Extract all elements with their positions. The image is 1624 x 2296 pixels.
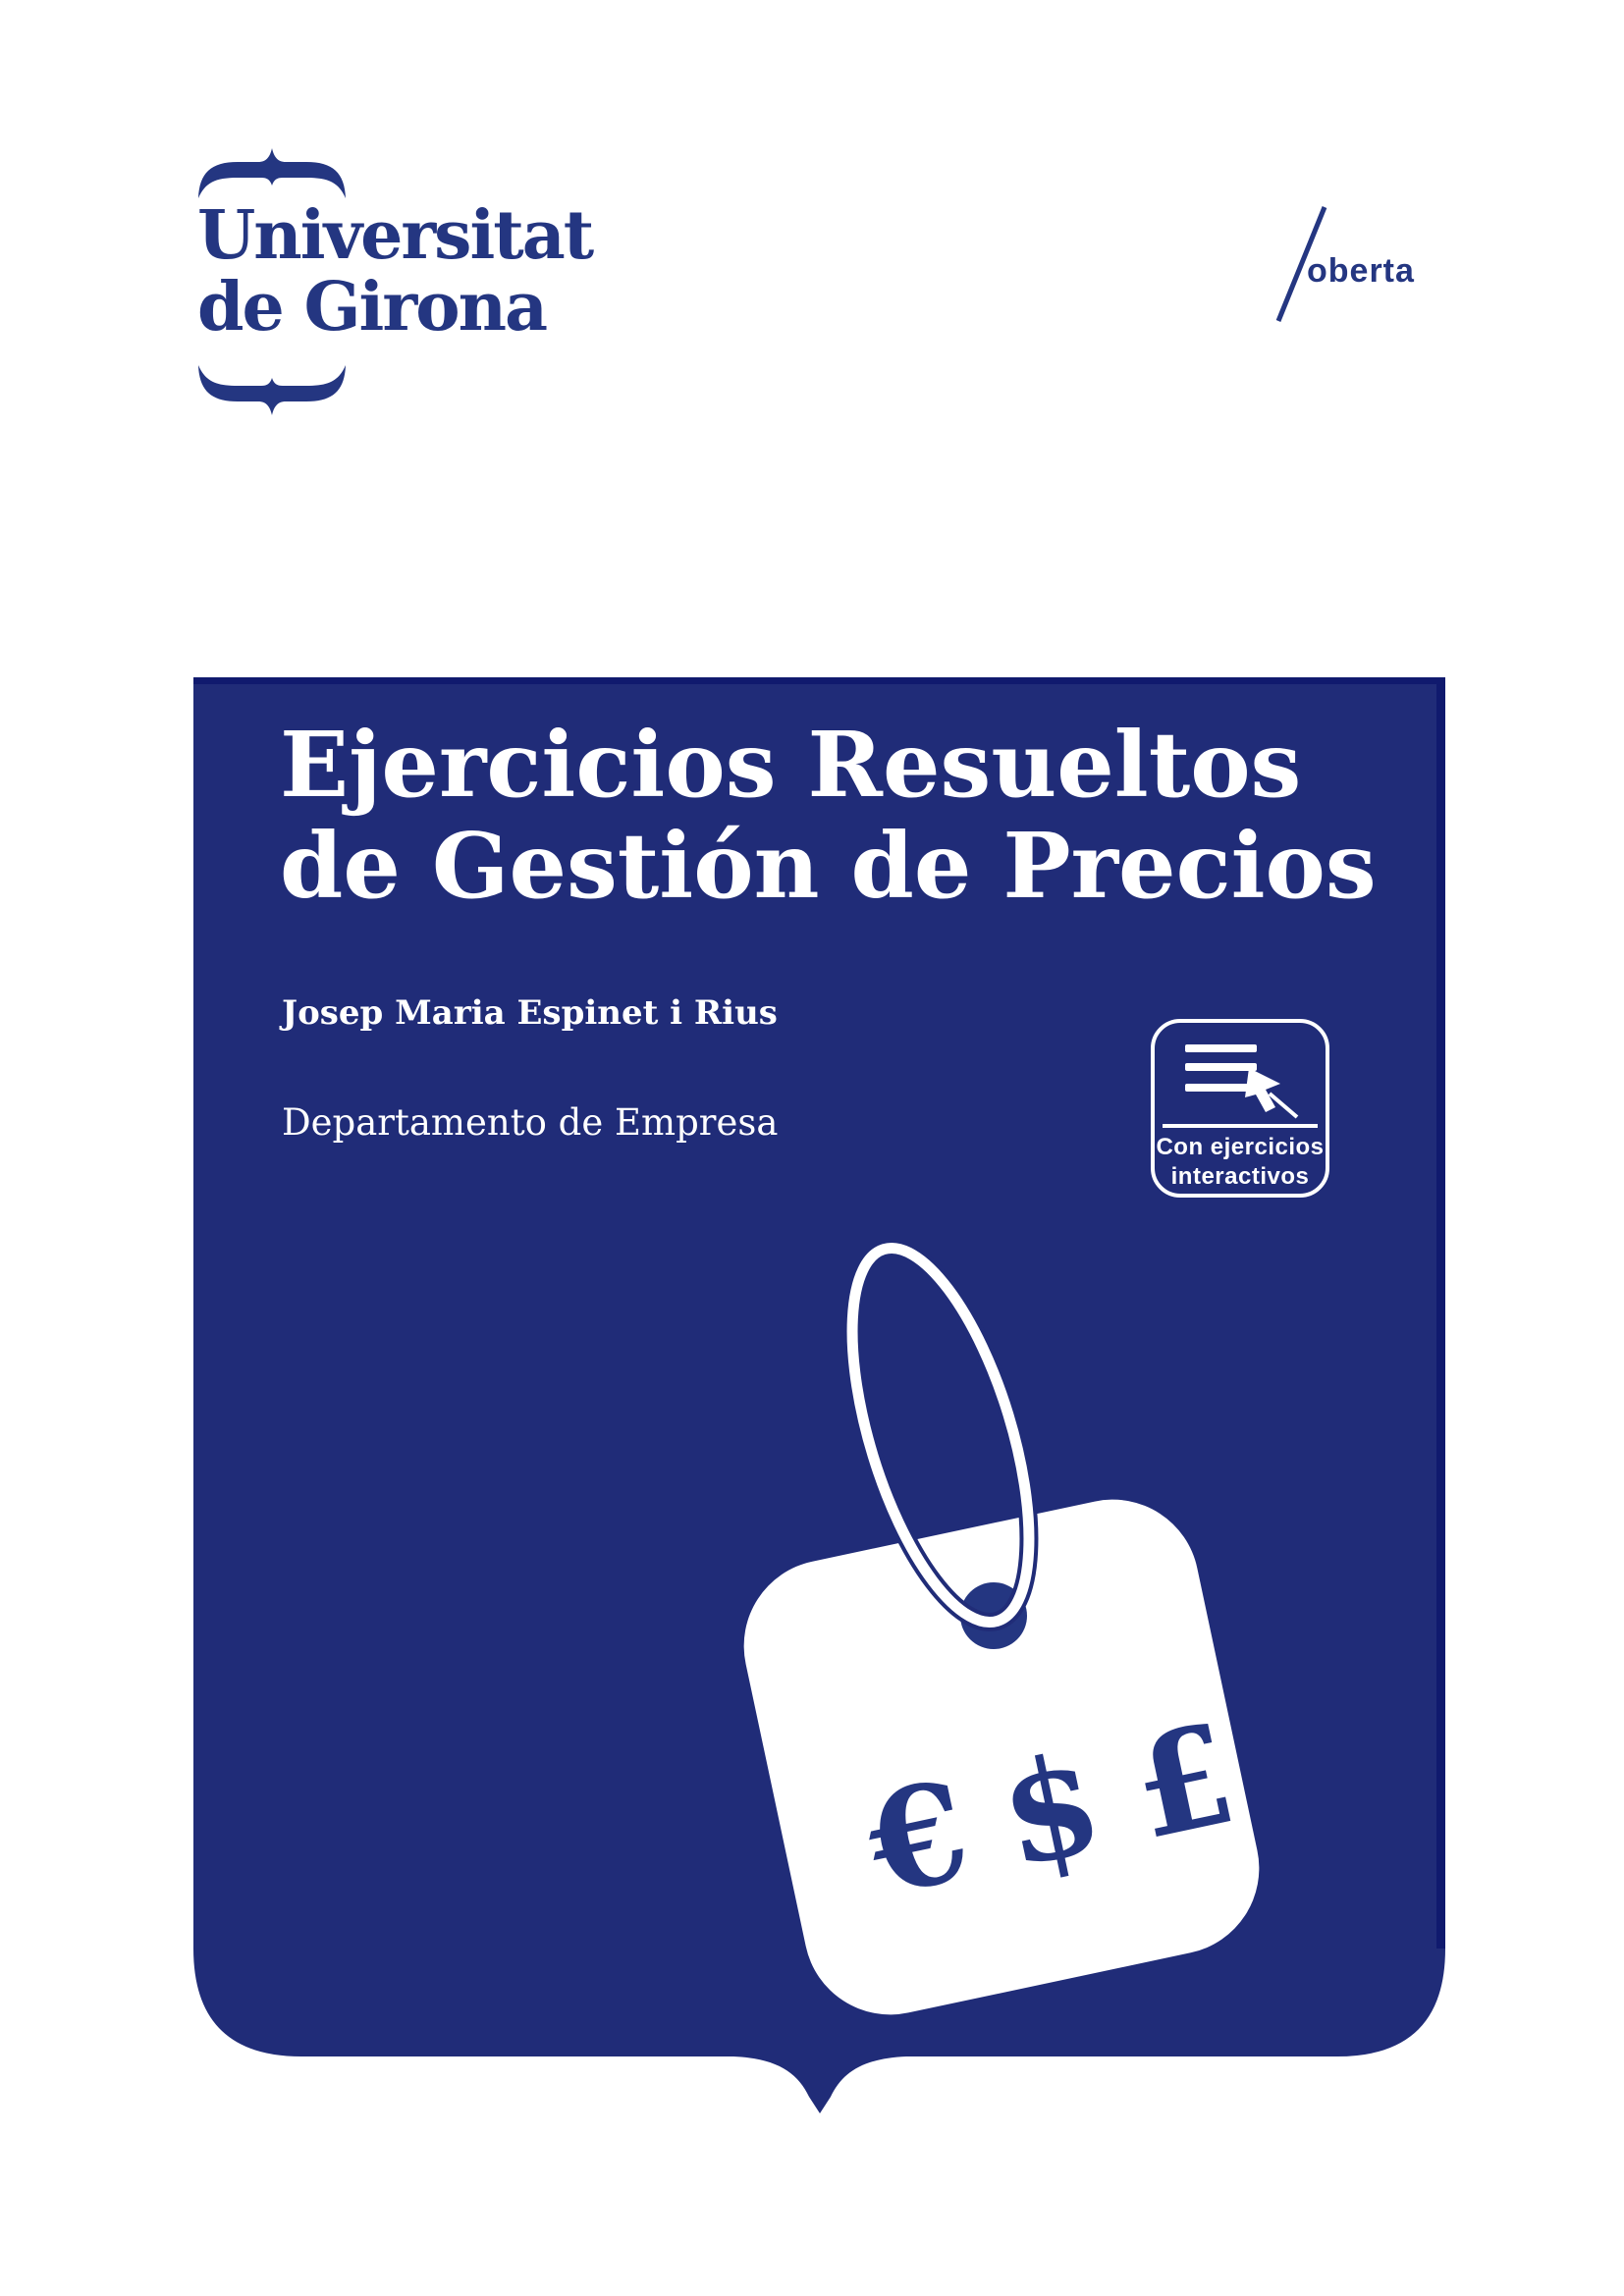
uoc-logo-label: oberta bbox=[1307, 252, 1415, 290]
title-line1: Ejercicios Resueltos bbox=[280, 712, 1302, 818]
list-cursor-icon bbox=[1181, 1041, 1324, 1124]
panel-right-edge bbox=[1436, 677, 1445, 1949]
page-title bbox=[280, 712, 1377, 919]
udg-logo bbox=[197, 196, 593, 347]
cursor-arrow-icon bbox=[1245, 1068, 1297, 1117]
badge-label bbox=[1155, 1133, 1326, 1192]
badge-label-line1: Con ejercicios bbox=[1156, 1134, 1325, 1160]
author-name: Josep Maria Espinet i Rius bbox=[282, 993, 778, 1033]
list-lines-icon bbox=[1185, 1044, 1257, 1092]
badge-divider bbox=[1163, 1124, 1318, 1128]
currency-symbols: € $ £ bbox=[854, 1693, 1248, 1928]
udg-logo-line1: Universitat bbox=[197, 196, 593, 275]
udg-logo-line2: de Girona bbox=[197, 268, 547, 347]
title-line2: de Gestión de Precios bbox=[280, 813, 1377, 919]
panel-top-edge bbox=[193, 677, 1445, 684]
badge-label-line2: interactivos bbox=[1170, 1163, 1310, 1190]
department-name: Departamento de Empresa bbox=[282, 1101, 779, 1144]
overbrace-icon bbox=[198, 148, 346, 198]
interactive-exercises-badge bbox=[1151, 1019, 1329, 1198]
underbrace-icon bbox=[198, 365, 346, 415]
